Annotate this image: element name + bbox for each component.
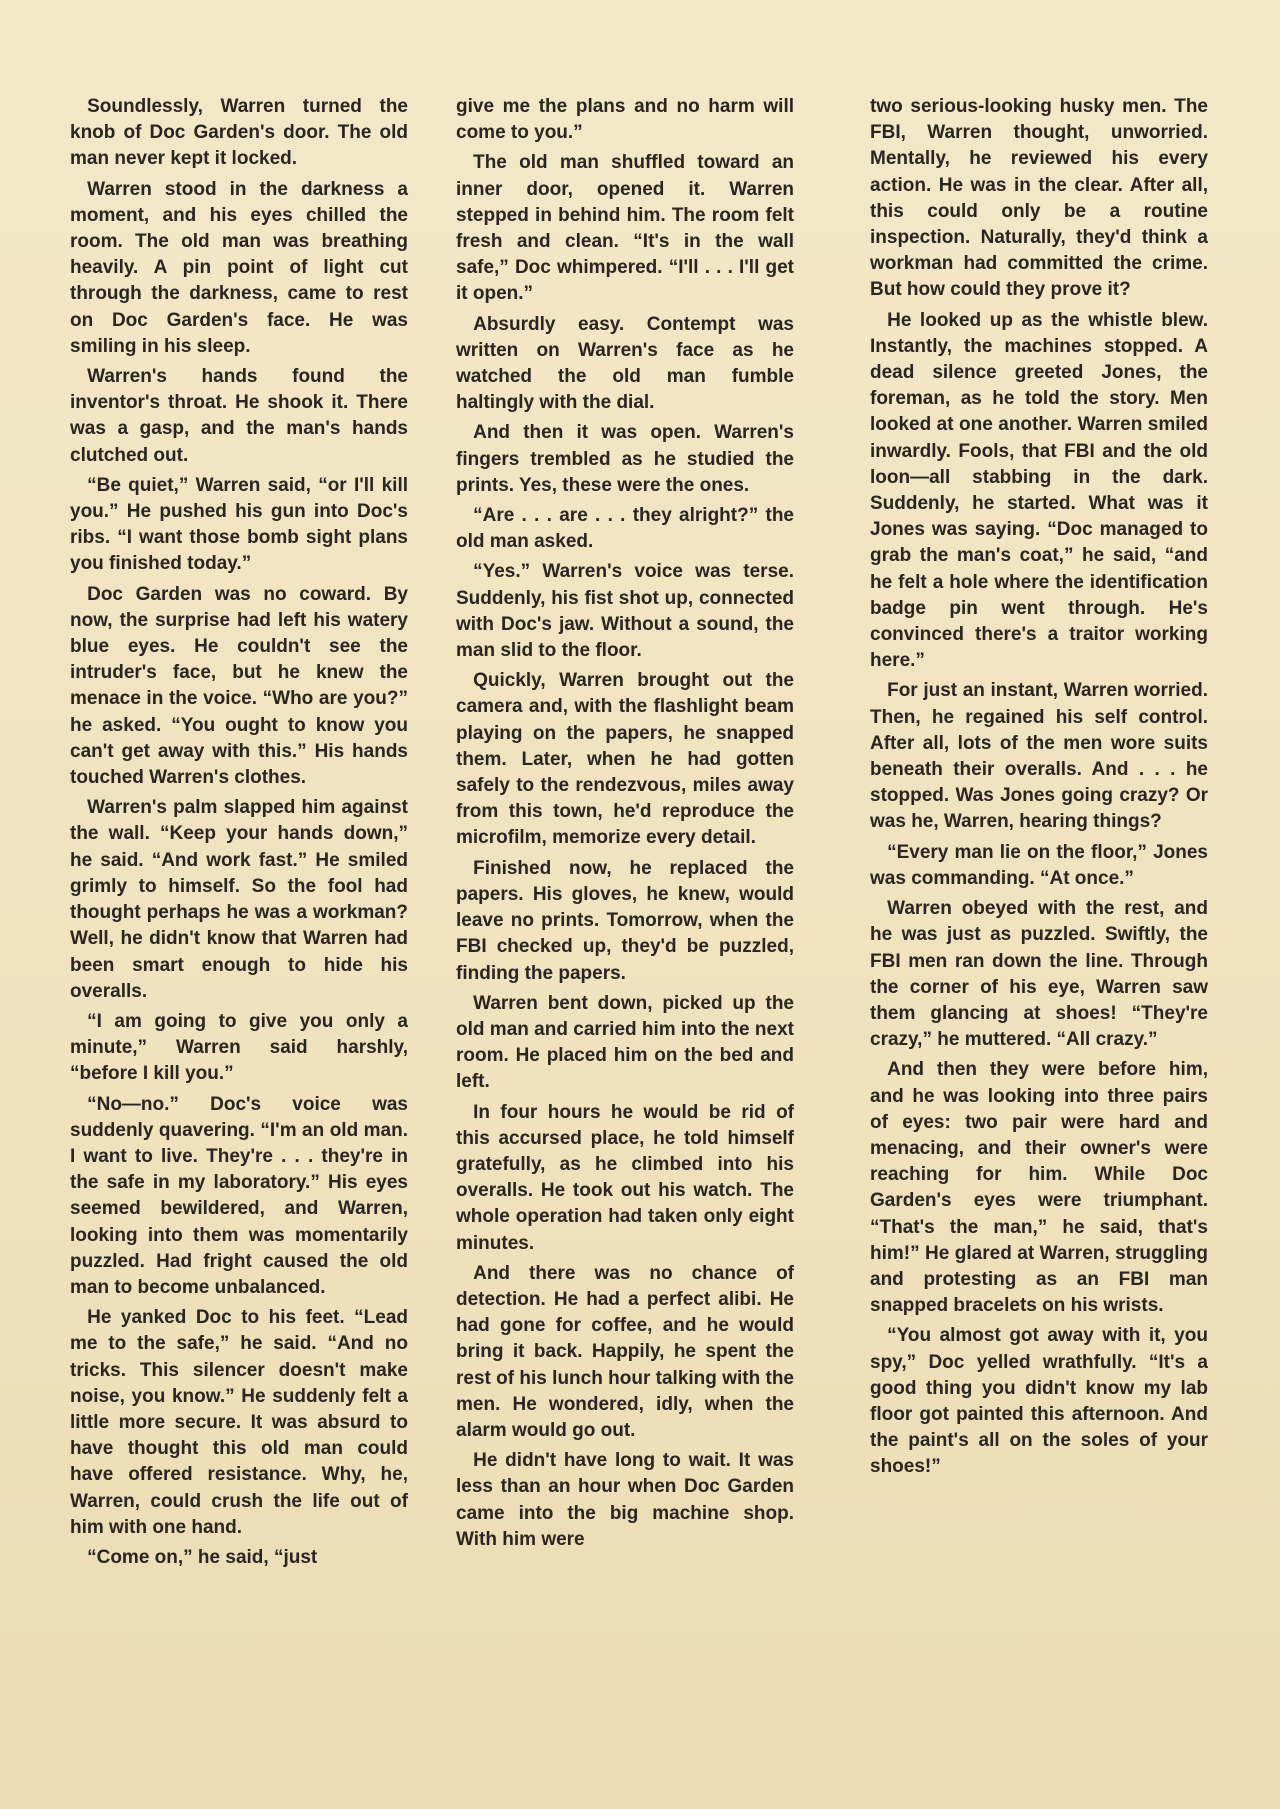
paragraph: In four hours he would be rid of this accursed place, he told himself gratefully, as he climbed into his overalls. He took out his watch. The whole operation had taken only eight minutes. [456,1101,794,1254]
paragraph: Doc Garden was no coward. By now, the surprise had left his watery blue eyes. He couldn't see the intruder's face, but he knew the menace in the voice. “Who are you?” he asked. “You ought to know you can't get away with this.” His hands touched Warren's clothes. [70,583,408,789]
text-column-3 [870,94,1208,1485]
paragraph: He yanked Doc to his feet. “Lead me to the safe,” he said. “And no tricks. This silencer doesn't make noise, you know.” He suddenly felt a little more secure. It was absurd to have thought this old man could have offered resistance. Why, he, Warren, could crush the life out of him with one hand. [70,1307,408,1538]
paragraph: two serious-looking husky men. The FBI, Warren thought, unworried. Mentally, he reviewed his every action. He was in the clear. After all, this could only be a routine inspection. Naturally, they'd think a workman had committed the crime. But how could they prove it? [870,96,1208,301]
paragraph: And then they were before him, and he was looking into three pairs of eyes: two pair were hard and menacing, and their owner's were reaching for him. While Doc Garden's eyes were triumphant. “That's the man,” he said, that's him!” He glared at Warren, struggling and protesting as an FBI man snapped bracelets on his wrists. [870,1059,1208,1317]
paragraph: He didn't have long to wait. It was less than an hour when Doc Garden came into the big machine shop. With him were [456,1450,794,1550]
paragraph: For just an instant, Warren worried. Then, he regained his self control. After all, lots of the men wore suits beneath their overalls. And . . . he stopped. Was Jones going crazy? Or was he, Warren, hearing things? [870,680,1208,833]
paragraph: Warren's palm slapped him against the wall. “Keep your hands down,” he said. “And work fast.” He smiled grimly to himself. So the fool had thought perhaps he was a workman? Well, he didn't know that Warren had been smart enough to hide his overalls. [70,797,408,1002]
paragraph: Absurdly easy. Contempt was written on Warren's face as he watched the old man fumble haltingly with the dial. [456,313,794,414]
paragraph: He looked up as the whistle blew. Instantly, the machines stopped. A dead silence greeted Jones, the foreman, as he told the story. Men looked at one another. Warren smiled inwardly. Fools, that FBI and the old loon—all stabbing in the dark. Suddenly, he started. What was it Jones was saying. “Doc managed to grab the man's coat,” he said, “and he felt a hole where the identification badge pin went through. He's convinced there's a traitor working here.” [870,309,1208,672]
paragraph: And there was no chance of detection. He had a perfect alibi. He had gone for coffee, and he would bring it back. Happily, he spent the rest of his lunch hour talking with the men. He wondered, idly, when the alarm would go out. [456,1262,794,1441]
paragraph: Quickly, Warren brought out the camera and, with the flashlight beam playing on the papers, he snapped them. Later, when he had gotten safely to the rendezvous, miles away from this town, he'd reproduce the microfilm, memorize every detail. [456,670,794,849]
paragraph: “No—no.” Doc's voice was suddenly quavering. “I'm an old man. I want to live. They're . . . they're in the safe in my laboratory.” His eyes seemed bewildered, and Warren, looking into them was momentarily puzzled. Had fright caused the old man to become unbalanced. [70,1093,408,1298]
paragraph: Warren stood in the darkness a moment, and his eyes chilled the room. The old man was breathing heavily. A pin point of light cut through the darkness, came to rest on Doc Garden's face. He was smiling in his sleep. [70,178,408,357]
paragraph: “Be quiet,” Warren said, “or I'll kill you.” He pushed his gun into Doc's ribs. “I want those bomb sight plans you finished today.” [70,474,408,575]
paragraph: Warren obeyed with the rest, and he was just as puzzled. Swiftly, the FBI men ran down the line. Through the corner of his eye, Warren saw them glancing at shoes! “They're crazy,” he muttered. “All crazy.” [870,898,1208,1051]
text-column-2 [456,94,794,1557]
text-column-1 [70,94,408,1575]
paragraph: The old man shuffled toward an inner door, opened it. Warren stepped in behind him. The room felt fresh and clean. “It's in the wall safe,” Doc whimpered. “I'll . . . I'll get it open.” [456,152,794,305]
paragraph: “You almost got away with it, you spy,” Doc yelled wrathfully. “It's a good thing you didn't know my lab floor got painted this afternoon. And the paint's all on the soles of your shoes!” [870,1325,1208,1478]
paragraph: Warren's hands found the inventor's throat. He shook it. There was a gasp, and the man's hands clutched out. [70,366,408,466]
paragraph: “I am going to give you only a minute,” Warren said harshly, “before I kill you.” [70,1010,408,1085]
paragraph: Finished now, he replaced the papers. His gloves, he knew, would leave no prints. Tomorrow, when the FBI checked up, they'd be puzzled, finding the papers. [456,857,794,984]
paragraph: “Yes.” Warren's voice was terse. Suddenly, his fist shot up, connected with Doc's jaw. Without a sound, the man slid to the floor. [456,561,794,662]
paragraph: Soundlessly, Warren turned the knob of Doc Garden's door. The old man never kept it locked. [70,96,408,170]
paragraph: And then it was open. Warren's fingers trembled as he studied the prints. Yes, these were the ones. [456,422,794,496]
paragraph: “Come on,” he said, “just [87,1546,318,1568]
paragraph: “Every man lie on the floor,” Jones was commanding. “At once.” [870,841,1208,889]
paragraph: Warren bent down, picked up the old man and carried him into the next room. He placed him on the bed and left. [456,992,794,1093]
paragraph: “Are . . . are . . . they alright?” the old man asked. [456,505,794,553]
paragraph: give me the plans and no harm will come to you.” [456,96,794,144]
